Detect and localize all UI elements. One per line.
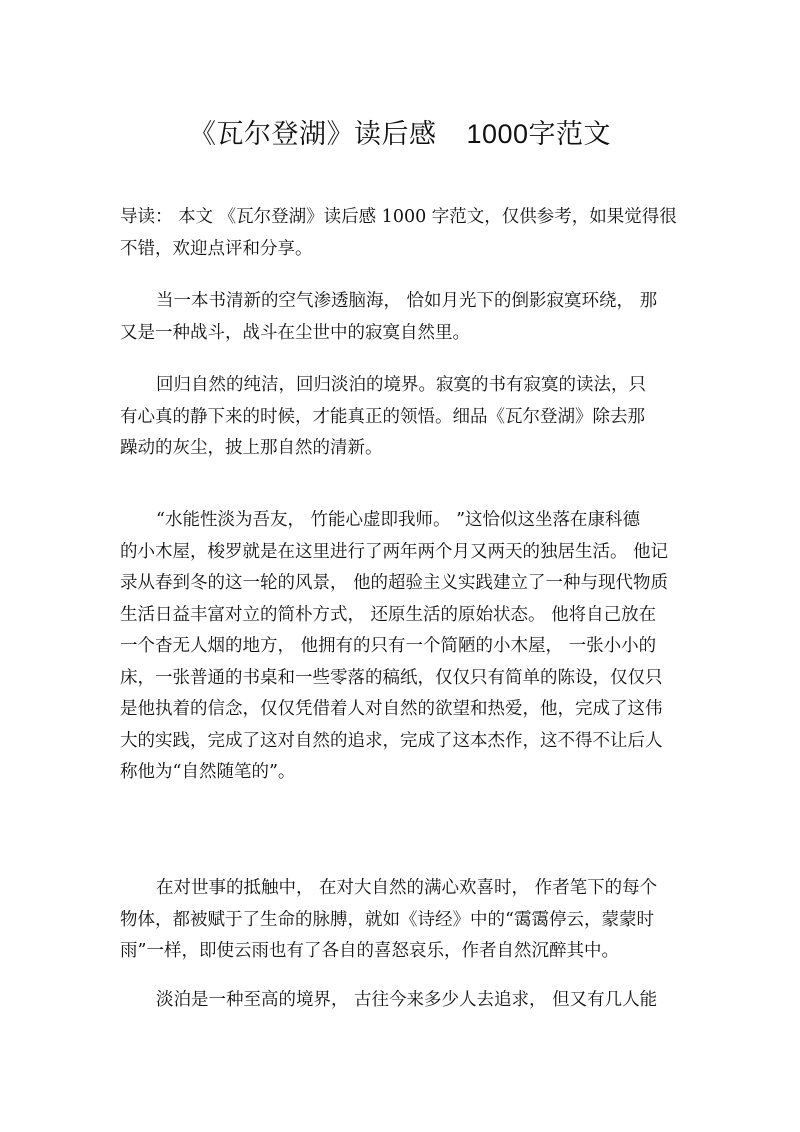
title-main: 《瓦尔登湖》读后感 <box>188 119 437 150</box>
paragraph-line: 躁动的灰尘，披上那自然的清新。 <box>120 438 383 458</box>
paragraph-line: 在对世事的抵触中， 在对大自然的满心欢喜时， 作者笔下的每个 <box>156 878 658 898</box>
paragraph-line: 雨”一样，即使云雨也有了各自的喜怒哀乐，作者自然沉醉其中。 <box>120 941 619 961</box>
body-paragraph <box>120 505 680 789</box>
paragraph-line: 是他执着的信念，仅仅凭借着人对自然的欲望和热爱，他，完成了这伟 <box>120 699 663 719</box>
paragraph-line: 录从春到冬的这一轮的风景， 他的超验主义实践建立了一种与现代物质 <box>120 573 669 593</box>
document-title <box>0 116 800 153</box>
paragraph-line: 又是一种战斗，战斗在尘世中的寂寞自然里。 <box>120 322 470 343</box>
intro-paragraph <box>120 202 680 265</box>
paragraph-line: 一个杳无人烟的地方， 他拥有的只有一个简陋的小木屋， 一张小小的 <box>120 636 657 656</box>
body-paragraph <box>120 985 680 1017</box>
intro-line: 不错，欢迎点评和分享。 <box>120 238 313 259</box>
paragraph-line: 生活日益丰富对立的简朴方式， 还原生活的原始状态。 他将自己放在 <box>120 604 657 625</box>
body-paragraph <box>120 873 680 968</box>
body-paragraph <box>120 286 680 349</box>
paragraph-line: 床，一张普通的书桌和一些零落的稿纸，仅仅只有简单的陈设，仅仅只 <box>120 667 663 688</box>
paragraph-line: 的小木屋，梭罗就是在这里进行了两年两个月又两天的独居生活。 他记 <box>120 541 669 562</box>
paragraph-line: 回归自然的纯洁，回归淡泊的境界。寂寞的书有寂寞的读法，只 <box>156 375 646 395</box>
paragraph-line: “水能性淡为吾友， 竹能心虚即我师。 ”这恰似这坐落在康科德 <box>156 510 641 530</box>
paragraph-line: 有心真的静下来的时候，才能真正的领悟。细品《瓦尔登湖》除去那 <box>120 406 645 427</box>
title-suffix: 1000字范文 <box>466 119 612 149</box>
paragraph-line: 当一本书清新的空气渗透脑海， 恰如月光下的倒影寂寞环绕， 那 <box>156 291 658 311</box>
intro-line: 导读： 本文 《瓦尔登湖》读后感 1000 字范文，仅供参考，如果觉得很 <box>120 207 677 227</box>
paragraph-line: 大的实践，完成了这对自然的追求，完成了这本杰作，这不得不让后人 <box>120 730 663 751</box>
paragraph-line: 物体，都被赋于了生命的脉膊，就如《诗经》中的“霭霭停云，蒙蒙时 <box>120 909 654 930</box>
body-paragraph <box>120 370 680 465</box>
paragraph-line: 淡泊是一种至高的境界， 古往今来多少人去追求， 但又有几人能 <box>156 990 658 1010</box>
paragraph-line: 称他为“自然随笔的”。 <box>120 762 296 782</box>
